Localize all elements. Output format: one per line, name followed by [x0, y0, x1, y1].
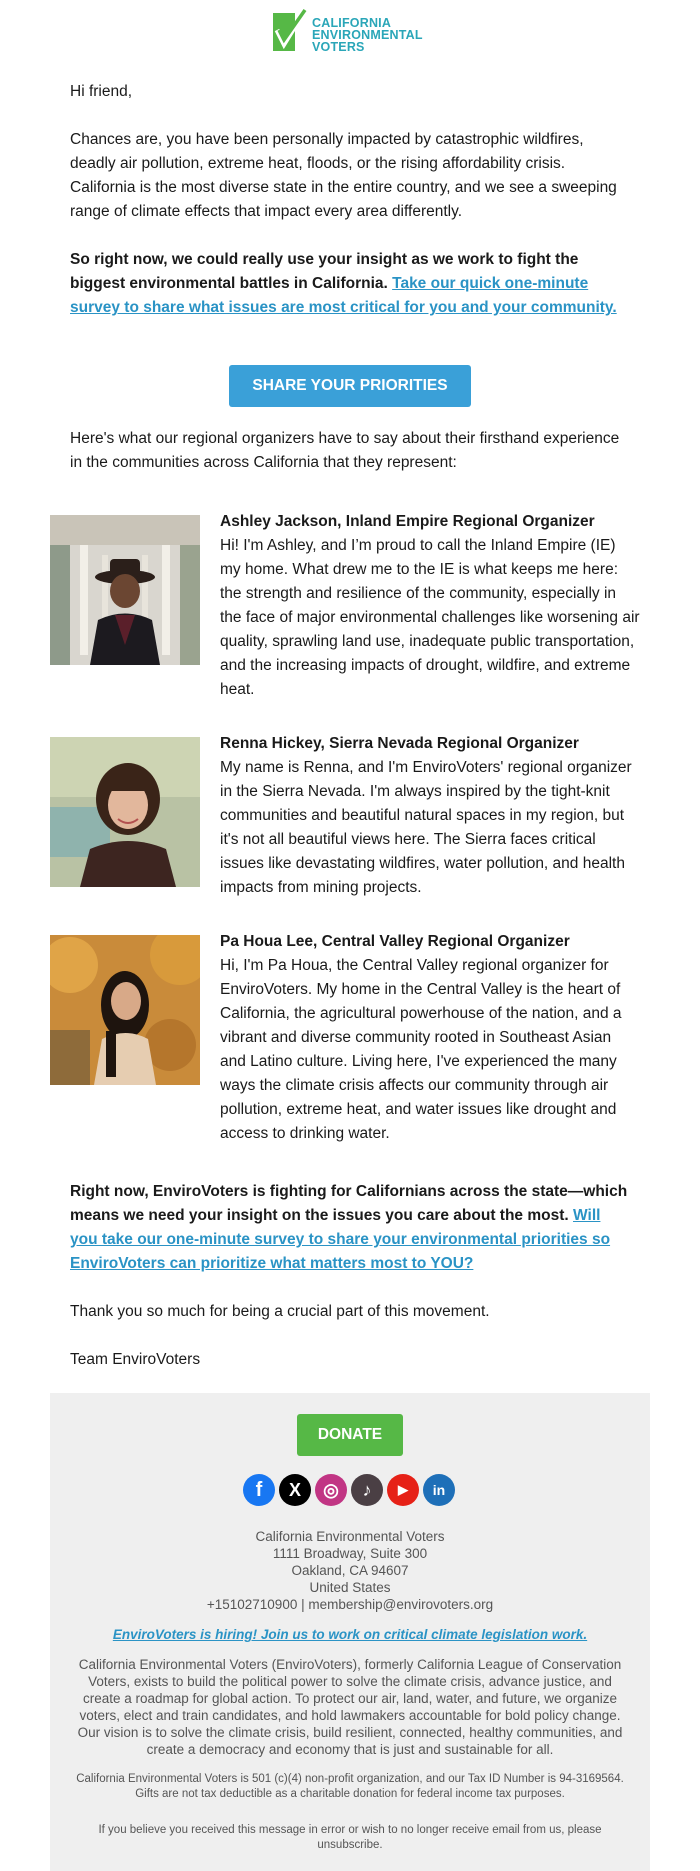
social-links: [243, 1474, 463, 1506]
organizer-name: Renna Hickey, Sierra Nevada Regional Organizer: [220, 735, 579, 752]
unsubscribe-notice[interactable]: If you believe you received this message in error or wish to no longer receive email from us, please unsubscribe.: [98, 1824, 602, 1851]
closing-paragraph: [70, 1180, 630, 1276]
footer-address-line-2: Oakland, CA 94607: [291, 1563, 409, 1578]
donate-button[interactable]: DONATE: [297, 1414, 403, 1456]
survey-ask-paragraph: [70, 248, 630, 320]
thanks-line: Thank you so much for being a crucial part of this movement.: [70, 1303, 490, 1320]
closing-bold: Right now, EnviroVoters is fighting for Californians across the state—which means we need your insight on the issues you care about the most.: [70, 1183, 628, 1224]
intro-paragraph: Chances are, you have been personally impacted by catastrophic wildfires, deadly air pollution, extreme heat, floods, or the rising affordability crisis. California is the most diverse state in the entire country, and we see a sweeping range of climate effects that impact every area differently.: [70, 131, 617, 220]
renna-hickey-photo: [50, 737, 200, 887]
footer: [50, 1393, 650, 1871]
logo-wordmark: [312, 17, 423, 53]
logo-line-1: CALIFORNIA: [312, 16, 392, 30]
hiring-link[interactable]: EnviroVoters is hiring! Join us to work on critical climate legislation work.: [112, 1627, 588, 1642]
facebook-icon[interactable]: f: [243, 1474, 275, 1506]
organizer-bio: My name is Renna, and I'm EnviroVoters' regional organizer in the Sierra Nevada. I'm always inspired by the tight-knit communities and beautiful natural spaces in my region, but it's not all beautiful views here. The Sierra faces critical issues like devastating wildfires, water pollution, and health impacts from mining projects.: [220, 759, 632, 896]
organizer-bio: Hi! I'm Ashley, and I’m proud to call the Inland Empire (IE) my home. What drew me to the IE is what keeps me here: the strength and resilience of the community, especially in the face of major environmental challenges like worsening air quality, sprawling land use, inadequate public transportation, and the increasing impacts of drought, wildfire, and extreme heat.: [220, 537, 640, 698]
pa-houa-lee-photo: [50, 935, 200, 1085]
checkmark-logo-icon: [272, 8, 310, 54]
organizer-name: Ashley Jackson, Inland Empire Regional Organizer: [220, 513, 595, 530]
signoff: Team EnviroVoters: [70, 1351, 201, 1368]
envirovoters-logo[interactable]: [272, 8, 442, 56]
survey-ask-bold: So right now, we could really use your insight as we work to fight the biggest environmental battles in California.: [70, 251, 579, 292]
x-icon[interactable]: X: [279, 1474, 311, 1506]
footer-country: United States: [309, 1580, 391, 1595]
organizers-intro: Here's what our regional organizers have to say about their firsthand experience in the communities across California that they represent:: [70, 430, 620, 471]
survey-link[interactable]: Take our quick one-minute survey to share what issues are most critical for you and your community.: [70, 275, 617, 316]
ashley-jackson-photo: [50, 515, 200, 665]
footer-org-name: California Environmental Voters: [255, 1529, 445, 1544]
tiktok-icon[interactable]: ♪: [351, 1474, 383, 1506]
linkedin-icon[interactable]: in: [423, 1474, 455, 1506]
organizer-card-ashley: [220, 510, 640, 702]
footer-mission: California Environmental Voters (EnviroVoters), formerly California League of Conservation Voters, exists to build the political power to solve the climate crisis, advance justice, and create a roadmap for global action. To protect our air, land, water, and future, we organize voters, elect and train candidates, and hold lawmakers accountable for bold policy change. Our vision is to solve the climate crisis, build resilient, connected, healthy communities, and create a democracy and economy that is just and sustainable for all.: [77, 1657, 623, 1757]
organizer-card-renna: [220, 732, 640, 900]
organizer-card-pa-houa: [220, 930, 640, 1146]
organizer-bio: Hi, I'm Pa Houa, the Central Valley regional organizer for EnviroVoters. My home in the Central Valley is the heart of California, the agricultural powerhouse of the nation, and a vibrant and diverse community rooted in Southeast Asian and Latino culture. Living here, I've experienced the many ways the climate crisis affects our community through air pollution, extreme heat, and water issues like drought and access to drinking water.: [220, 957, 622, 1142]
footer-tax-info: California Environmental Voters is 501 (c)(4) non-profit organization, and our Tax ID Number is 94-3169564. Gifts are not tax deductible as a charitable donation for federal income tax purposes.: [76, 1773, 624, 1800]
greeting: Hi friend,: [70, 83, 133, 100]
footer-contact[interactable]: +15102710900 | membership@envirovoters.org: [206, 1597, 494, 1612]
share-priorities-button[interactable]: SHARE YOUR PRIORITIES: [229, 365, 471, 407]
instagram-icon[interactable]: ◎: [315, 1474, 347, 1506]
footer-address-line-1: 1111 Broadway, Suite 300: [272, 1546, 428, 1561]
logo-line-3: VOTERS: [312, 40, 365, 54]
closing-survey-link[interactable]: Will you take our one-minute survey to share your environmental priorities so EnviroVoters can prioritize what matters most to YOU?: [70, 1207, 611, 1272]
logo-line-2: ENVIRONMENTAL: [312, 28, 423, 42]
organizer-name: Pa Houa Lee, Central Valley Regional Organizer: [220, 933, 570, 950]
youtube-icon[interactable]: ▶: [387, 1474, 419, 1506]
